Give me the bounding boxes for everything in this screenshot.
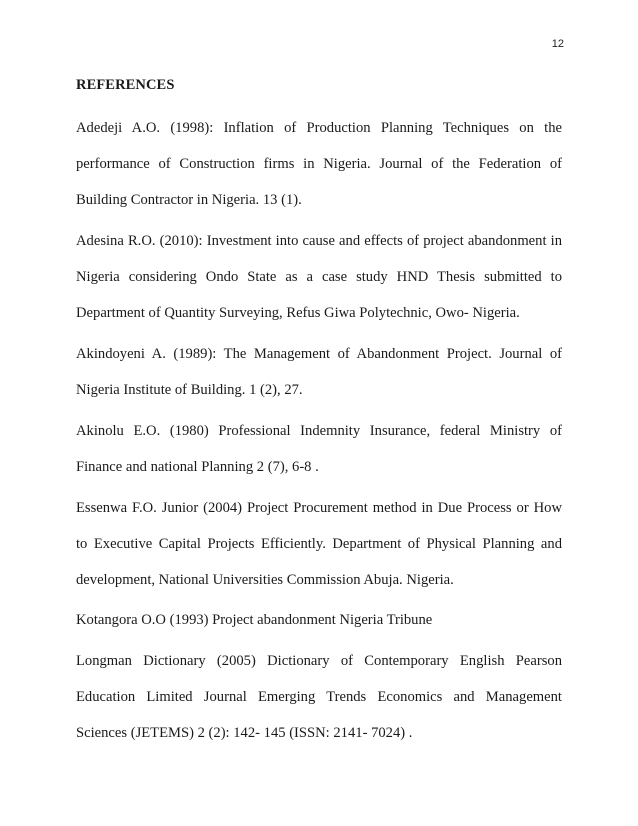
reference-line: Adesina R.O. (2010): Investment into cause and effects of project abandonment in — [76, 233, 562, 249]
reference-line: to Executive Capital Projects Efficiently. Department of Physical Planning and — [76, 536, 562, 552]
reference-line: Nigeria considering Ondo State as a case study HND Thesis submitted to — [76, 269, 562, 285]
reference-line: Akindoyeni A. (1989): The Management of Abandonment Project. Journal of — [76, 346, 562, 362]
reference-line: Kotangora O.O (1993) Project abandonment Nigeria Tribune — [76, 612, 433, 628]
reference-line: Finance and national Planning 2 (7), 6-8 . — [76, 459, 319, 475]
reference-line: Education Limited Journal Emerging Trends Economics and Management — [76, 689, 562, 705]
page-number: 12 — [551, 38, 564, 50]
reference-line: Building Contractor in Nigeria. 13 (1). — [76, 192, 302, 208]
reference-line: Essenwa F.O. Junior (2004) Project Procurement method in Due Process or How — [76, 500, 562, 516]
reference-line: Adedeji A.O. (1998): Inflation of Production Planning Techniques on the — [76, 120, 562, 136]
reference-line: Nigeria Institute of Building. 1 (2), 27. — [76, 382, 303, 398]
reference-line: Department of Quantity Surveying, Refus Giwa Polytechnic, Owo- Nigeria. — [76, 305, 520, 321]
reference-line: Sciences (JETEMS) 2 (2): 142- 145 (ISSN: 2141- 7024) . — [76, 725, 413, 741]
reference-line: Longman Dictionary (2005) Dictionary of Contemporary English Pearson — [76, 653, 562, 669]
reference-line: development, National Universities Commission Abuja. Nigeria. — [76, 572, 454, 588]
reference-line: performance of Construction firms in Nigeria. Journal of the Federation of — [76, 156, 562, 172]
references-heading: REFERENCES — [76, 77, 175, 93]
reference-line: Akinolu E.O. (1980) Professional Indemnity Insurance, federal Ministry of — [76, 423, 562, 439]
